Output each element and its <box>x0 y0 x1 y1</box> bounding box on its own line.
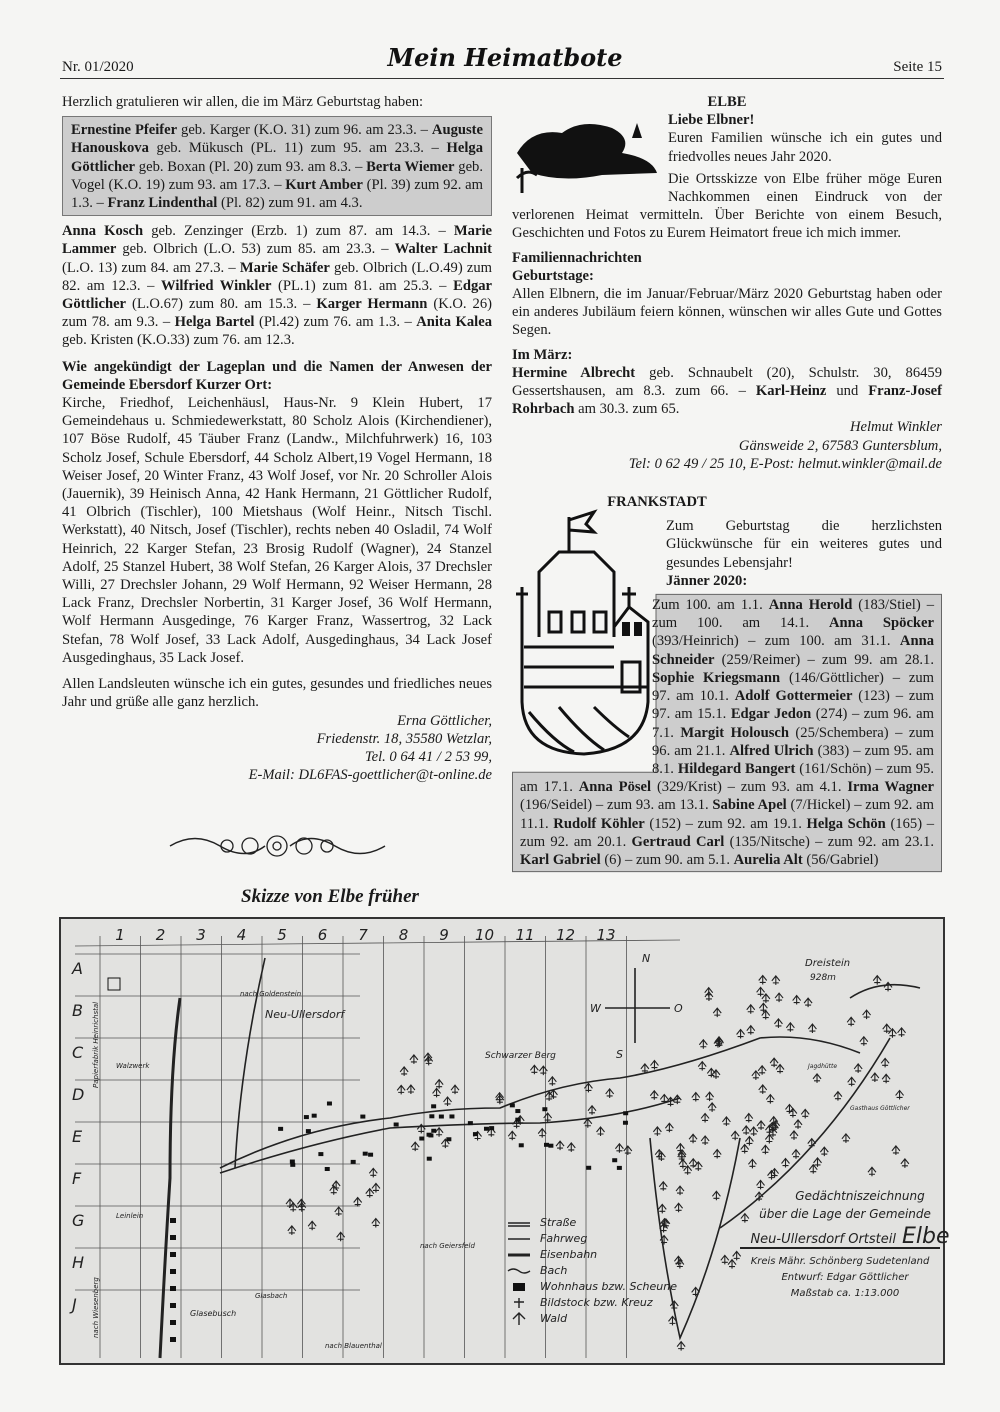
map-label-road1: nach Goldenstein <box>240 990 302 998</box>
map-label-road2: nach Wiesenberg <box>92 1277 100 1338</box>
map-label-inn: Gasthaus Göttlicher <box>850 1105 910 1112</box>
person-name: Helga Bartel <box>174 314 255 331</box>
elbe-village-sketch-map <box>60 918 950 1364</box>
house-icon <box>431 1129 436 1133</box>
grid-column-label: 10 <box>474 926 495 944</box>
house-icon <box>484 1127 489 1131</box>
person-name: Hildegard Bangert <box>677 760 796 777</box>
birthday-list <box>62 222 492 349</box>
person-name: Sophie Kriegsmann <box>652 669 781 686</box>
person-name: Berta Wiemer <box>366 158 455 175</box>
left-column <box>62 93 492 784</box>
entry-text: (161/Schön) <box>795 760 872 777</box>
map-title: Skizze von Elbe früher <box>241 886 419 907</box>
legend-label: Fahrweg <box>540 1232 588 1245</box>
house-icon <box>489 1126 494 1130</box>
person-name: Rudolf Köhler <box>553 815 645 832</box>
title-block-line: Elbe <box>902 1224 950 1249</box>
house-icon <box>290 1163 295 1167</box>
march-heading: Im März: <box>512 346 573 363</box>
legend-label: Bach <box>540 1264 568 1277</box>
title-block-line: Entwurf: Edgar Göttlicher <box>781 1272 909 1283</box>
birthday-box <box>62 116 492 216</box>
house-icon <box>468 1121 473 1125</box>
title-block-line: über die Lage der Gemeinde <box>759 1207 931 1221</box>
entry-text: geb. Olbrich (L.O. 53) zum 85. am 23.3. – <box>116 241 395 258</box>
elbe-p2: Die Ortsskizze von Elbe früher möge Euren Nachkommen einen Eindruck von der verlorenen Heimat vermitteln. Über Berichte von einem Besuch, Geschichten und Fotos zu Eurem Heimatort freue ich mich immer. <box>512 170 942 242</box>
grid-column-label: 13 <box>596 926 616 944</box>
header-rule <box>60 78 944 79</box>
entry-text: – zum 97. am 10.1. <box>652 669 934 705</box>
entry-text: (146/Göttlicher) <box>780 669 884 686</box>
house-icon <box>617 1166 622 1170</box>
entry-text: (Pl.42) zum 76. am 1.3. – <box>254 314 417 331</box>
grid-column-label: 8 <box>398 926 409 944</box>
map-label-hut: Jagdhütte <box>808 1063 838 1070</box>
person-name: Walter Lachnit <box>394 241 492 258</box>
legend-label: Wohnhaus bzw. Scheune <box>540 1280 677 1293</box>
person-name: Karl Gabriel <box>520 851 601 868</box>
house-icon <box>304 1115 309 1119</box>
map-label-peak_height: 928m <box>810 973 836 983</box>
entry-text: geb. Kristen (K.O.33) zum 76. am 12.3. <box>62 332 295 349</box>
title-block-line: Gedächtniszeichnung <box>795 1189 925 1203</box>
sig-contact: Tel: 0 62 49 / 25 10, E-Post: helmut.winkler@mail.de <box>628 455 942 472</box>
house-icon <box>394 1123 399 1127</box>
grid-row-label: A <box>72 959 83 978</box>
house-icon <box>548 1144 553 1148</box>
house-icon <box>363 1152 368 1156</box>
grid-row-label: J <box>72 1295 77 1314</box>
grid-column-label: 7 <box>358 926 368 944</box>
entry-text: und <box>826 383 869 400</box>
entry-text: – zum 96. am 7.1. <box>652 706 934 741</box>
house-icon <box>623 1111 628 1115</box>
grid-row-label: H <box>72 1253 85 1272</box>
frankstadt-month: Jänner 2020: <box>666 572 748 589</box>
lageplan-heading: Wie angekündigt der Lageplan und die Namen der Anwesen der Gemeinde Ebersdorf Kurzer Ort: <box>62 358 492 393</box>
legend-symbol <box>513 1283 525 1291</box>
house-icon <box>419 1137 424 1141</box>
family-heading: Familiennachrichten <box>512 249 642 266</box>
entry-text: (152) <box>644 815 681 832</box>
legend-label: Bildstock bzw. Kreuz <box>540 1296 653 1309</box>
entry-text: (PL.1) zum 81. am 25.3. – <box>271 277 454 294</box>
map-label-compass_n: N <box>642 952 651 965</box>
elbe-heading: ELBE <box>707 94 747 110</box>
entry-text: am 30.3. zum 65. <box>574 401 680 418</box>
map-label-road3: nach Blauenthal <box>325 1342 382 1350</box>
entry-text: – zum 92. am 19.1. <box>680 815 807 832</box>
person-name: Karl-Heinz <box>755 383 827 400</box>
entry-text: (L.O.67) zum 80. am 15.3. – <box>126 296 317 313</box>
grid-column-label: 5 <box>277 926 287 944</box>
frankstadt-intro: Zum Geburtstag die herzlichsten Glückwünsche für ein weiteres gutes und gesundes Lebensjahr! <box>666 518 942 571</box>
house-icon <box>473 1132 478 1136</box>
entry-text: – zum 93. am 4.1. <box>721 779 848 796</box>
map-label-wood: Glasebusch <box>190 1309 237 1318</box>
house-icon <box>170 1235 176 1240</box>
grid-column-label: 6 <box>317 926 328 944</box>
entry-text: geb. Karger (K.O. 31) zum 96. am 23.3. – <box>177 122 432 139</box>
map-label-station: Leinlein <box>116 1212 144 1220</box>
house-icon <box>170 1252 176 1257</box>
person-name: Helga Göttlicher <box>71 140 483 175</box>
frankstadt-heading: FRANKSTADT <box>607 494 707 511</box>
castle-coat-of-arms <box>514 512 654 757</box>
person-name: Anna Herold <box>768 597 853 614</box>
person-name: Franz Lindenthal <box>107 195 218 212</box>
house-icon <box>170 1337 176 1342</box>
entry-text: geb. Vogel (K.O. 19) zum 93. am 17.3. – <box>71 158 483 193</box>
entry-text: (7/Hickel) <box>786 797 851 814</box>
map-label-creek: Glasbach <box>255 1292 288 1300</box>
map-label-factory: Walzwerk <box>116 1062 150 1070</box>
house-icon <box>544 1143 549 1147</box>
person-name: Anna Schneider <box>652 633 934 668</box>
person-name: Anna Pösel <box>578 779 652 796</box>
entry-text: (329/Krist) <box>651 779 722 796</box>
house-icon <box>170 1303 176 1308</box>
entry-text: geb. Boxan (Pl. 20) zum 93. am 8.3. – <box>135 158 367 175</box>
person-name: Karger Hermann <box>316 296 428 313</box>
house-icon <box>170 1286 176 1291</box>
house-icon <box>327 1102 332 1106</box>
legend-label: Eisenbahn <box>540 1248 598 1261</box>
house-icon <box>515 1118 520 1122</box>
grid-column-label: 3 <box>196 926 206 944</box>
signature-helmut <box>512 418 942 473</box>
house-icon <box>429 1114 434 1118</box>
entry-text: (Pl. 39) zum 92. am 1.3. – <box>71 176 484 212</box>
house-icon <box>170 1269 176 1274</box>
house-icon <box>439 1115 444 1119</box>
sig-line: Gänsweide 2, 67583 Guntersblum, <box>738 437 942 454</box>
sig-line: Helmut Winkler <box>849 419 942 436</box>
house-icon <box>612 1158 617 1162</box>
map-label-village: Neu-Ullersdorf <box>265 1008 345 1021</box>
person-name: Kurt Amber <box>285 176 363 193</box>
house-icon <box>351 1160 356 1164</box>
person-name: Hermine Albrecht <box>512 364 636 381</box>
grid-row-label: E <box>72 1127 83 1146</box>
house-icon <box>510 1103 515 1107</box>
grid-row-label: F <box>72 1169 82 1188</box>
entry-text: geb. Zenzinger (Erzb. 1) zum 87. am 14.3. – <box>143 223 454 240</box>
masthead-text: Mein Heimatbote <box>387 43 623 72</box>
entry-text: geb. Schnaubelt (20), Schulstr. 30, 86459 Gessertshausen, am 8.3. zum 66. – <box>512 364 943 400</box>
title-block-line: Maßstab ca. 1:13.000 <box>790 1288 900 1299</box>
entry-text: (6) <box>600 851 622 868</box>
birthdays-heading: Geburtstage: <box>512 267 594 284</box>
entry-text: – zum 90. am 5.1. <box>621 851 734 868</box>
person-name: Sabine Apel <box>712 797 787 814</box>
house-icon <box>170 1218 176 1223</box>
entry-text: (L.O. 13) zum 84. am 27.3. – <box>62 259 240 276</box>
entry-text: – zum 99. am 28.1. <box>800 651 934 668</box>
entry-text: – zum 92. am 23.1. <box>809 833 934 850</box>
entry-text: (196/Seidel) <box>520 797 593 814</box>
entry-text: (274) <box>811 706 848 723</box>
grid-column-label: 2 <box>155 926 166 944</box>
person-name: Ernestine Pfeifer <box>71 122 178 139</box>
map-label-compass_w: W <box>590 1002 601 1015</box>
house-icon <box>368 1153 373 1157</box>
birthdays-text: Allen Elbnern, die im Januar/Februar/März 2020 Geburtstag haben oder ein anderes Jubiläum feiern können, wünschen wir alles Gute und Gottes Segen. <box>512 286 942 339</box>
house-icon <box>431 1104 436 1108</box>
entry-text: – zum 100. am 31.1. <box>738 633 900 650</box>
person-name: Anita Kalea <box>416 314 493 331</box>
sig-line: Erna Göttlicher, <box>397 712 492 729</box>
map-label-hill: Schwarzer Berg <box>485 1051 556 1061</box>
entry-text: – zum 96. am 21.1. <box>652 724 934 759</box>
house-icon <box>170 1320 176 1325</box>
entry-text: (123) <box>852 688 890 705</box>
person-name: Adolf Gottermeier <box>734 688 853 705</box>
grid-column-label: 1 <box>115 926 125 944</box>
person-name: Helga Schön <box>806 815 886 832</box>
flower-ornament <box>165 826 390 866</box>
entry-text: (165) <box>885 815 923 832</box>
map-label-peak: Dreistein <box>805 958 851 969</box>
entry-text: (135/Nitsche) <box>724 833 810 850</box>
person-name: Alfred Ulrich <box>729 742 814 759</box>
house-icon <box>312 1114 317 1118</box>
house-icon <box>542 1107 547 1111</box>
house-icon <box>519 1143 524 1147</box>
house-icon <box>623 1121 628 1125</box>
house-icon <box>449 1114 454 1118</box>
house-icon <box>325 1167 330 1171</box>
house-icon <box>515 1109 520 1113</box>
person-name: Margit Holousch <box>680 724 789 741</box>
grid-row-label: G <box>72 1211 85 1230</box>
march-list <box>512 364 942 419</box>
grid-column-label: 11 <box>515 926 535 944</box>
intro-text: Herzlich gratulieren wir allen, die im März Geburtstag haben: <box>62 94 424 110</box>
person-name: Marie Schäfer <box>239 259 330 276</box>
entry-text: geb. Mükusch (PL. 11) zum 95. am 23.3. – <box>148 140 447 157</box>
house-icon <box>446 1137 451 1141</box>
landscape-illustration <box>512 113 660 195</box>
person-name: Edgar Jedon <box>730 706 812 723</box>
entry-text: – zum 93. am 13.1. <box>592 797 713 814</box>
person-name: Anna Spöcker <box>829 615 934 632</box>
person-name: Irma Wagner <box>847 779 934 796</box>
grid-row-label: D <box>72 1085 85 1104</box>
house-icon <box>586 1166 591 1170</box>
issue-number: Nr. 01/2020 <box>62 59 134 75</box>
entry-text: (259/Reimer) <box>714 651 801 668</box>
elbe-greeting: Liebe Elbner! <box>668 112 755 129</box>
entry-text: (393/Heinrich) <box>652 633 739 650</box>
title-block-line: Kreis Mähr. Schönberg Sudetenland <box>750 1256 930 1267</box>
entry-text: (25/Schembera) <box>788 724 889 741</box>
house-icon <box>278 1127 283 1131</box>
entry-text: – zum 97. am 15.1. <box>652 688 934 723</box>
legend-label: Wald <box>540 1312 568 1325</box>
title-block-line: Neu-Ullersdorf Ortsteil <box>750 1232 896 1247</box>
map-label-left_vertical: Papierfabrik Heinrichstal <box>92 1001 100 1088</box>
house-icon <box>427 1133 432 1137</box>
grid-row-label: B <box>72 1001 83 1020</box>
person-name: Gertraud Carl <box>631 833 725 850</box>
map-label-compass_s: S <box>616 1048 623 1061</box>
entry-text: (56/Gabriel) <box>802 851 879 868</box>
entry-text: geb. Olbrich (L.O.49) zum 82. am 12.3. – <box>62 259 492 294</box>
sig-line: Tel. 0 64 41 / 2 53 99, <box>364 748 492 765</box>
house-icon <box>318 1152 323 1156</box>
entry-text: – zum 100. am 14.1. <box>652 597 934 632</box>
house-icon <box>360 1115 365 1119</box>
map-label-compass_e: O <box>674 1002 683 1015</box>
entry-text: (Pl. 82) zum 91. am 4.3. <box>217 195 363 212</box>
signature-erna <box>62 712 492 785</box>
elbe-p1: Euren Familien wünsche ich ein gutes und friedvolles neues Jahr 2020. <box>668 130 942 165</box>
sig-email: E-Mail: DL6FAS-goettlicher@t-online.de <box>248 767 492 784</box>
sig-line: Friedenstr. 18, 35580 Wetzlar, <box>316 730 492 747</box>
entry-text: – zum 92. am 11.1. <box>520 797 934 832</box>
entry-text: – zum 95. am 17.1. <box>520 760 934 796</box>
person-name: Edgar Göttlicher <box>62 277 493 313</box>
person-name: Aurelia Alt <box>733 851 803 868</box>
entry-text: (K.O. 26) zum 78. am 9.3. – <box>62 296 492 331</box>
grid-column-label: 4 <box>236 926 247 944</box>
person-name: Wilfried Winkler <box>161 277 272 294</box>
house-icon <box>427 1157 432 1161</box>
person-name: Anna Kosch <box>62 223 144 240</box>
grid-row-label: C <box>72 1043 84 1062</box>
person-name: Franz-Josef Rohrbach <box>512 383 942 418</box>
entry-text: (383) <box>813 742 850 759</box>
lageplan-text: Kirche, Friedhof, Leichenhäusl, Haus-Nr. 9 Klein Hubert, 17 Gemeindehaus u. Schmiedewerkstatt, 80 Scholz Alois (Kirchendiener), 107 Böse Rudolf, 45 Täuber Franz (Landw., Milchfuhrwerk) 16, 103 Scholz Josef, Schule Ebersdorf, 44 Scholz Albert,19 Vogel Hermann, 18 Weiser Josef, 20 Winter Franz, 43 Wolf Josef, vor Nr. 20 Schroller Alois (Jauernik), 39 Heinisch Anna, 42 Hank Hermann, 21 Göttlicher Rudolf, 41 Olbrich (Tischler), 100 Mietshaus (Wolf Heinr., Nitsch Tischl. Werkstatt), 40 Nitsch, Josef (Tischler), rechts neben 40 Osladil, 74 Wolf Heinrich, 22 Karger Stefan, 23 Brosig Rudolf (Wagner), 24 Stanzel Adolf, 25 Stanzel Hubert, 38 Wolf Stefan, 26 Karger Alois, 37 Drechsler Willi, 27 Drechsler Johann, 29 Wolf Hermann, 92 Weiser Hermann, 28 Lack Franz, Drechsler Norbertin, 31 Karger Josef, 36 Wolf Hermann, Wolf Hermann Ausgedinge, 76 Karger Franz, Wassertrog, 32 Lack Stefan, 78 Wolf Josef, 33 Lack Adolf, Ausgedinghaus, 34 Lack Josef Ausgedinghaus, 35 Lack Josef. <box>62 395 492 666</box>
entry-text: – zum 95. am 8.1. <box>652 742 934 777</box>
entry-text: Zum 100. am 1.1. <box>652 597 769 614</box>
entry-text: (183/Stiel) <box>852 597 921 614</box>
person-name: Marie Lammer <box>62 223 492 258</box>
house-icon <box>306 1129 311 1133</box>
closing-text: Allen Landsleuten wünsche ich ein gutes, gesundes und friedliches neues Jahr und grüße alle ganz herzlich. <box>62 676 492 711</box>
person-name: Auguste Hanouskova <box>71 122 484 157</box>
grid-column-label: 12 <box>555 926 576 944</box>
masthead-logo <box>387 36 623 76</box>
entry-text: – zum 92. am 20.1. <box>520 815 935 850</box>
map-label-road4: nach Geiersfeld <box>420 1242 475 1250</box>
legend-label: Straße <box>540 1216 577 1229</box>
page-number: Seite 15 <box>893 59 942 75</box>
grid-column-label: 9 <box>439 926 449 944</box>
